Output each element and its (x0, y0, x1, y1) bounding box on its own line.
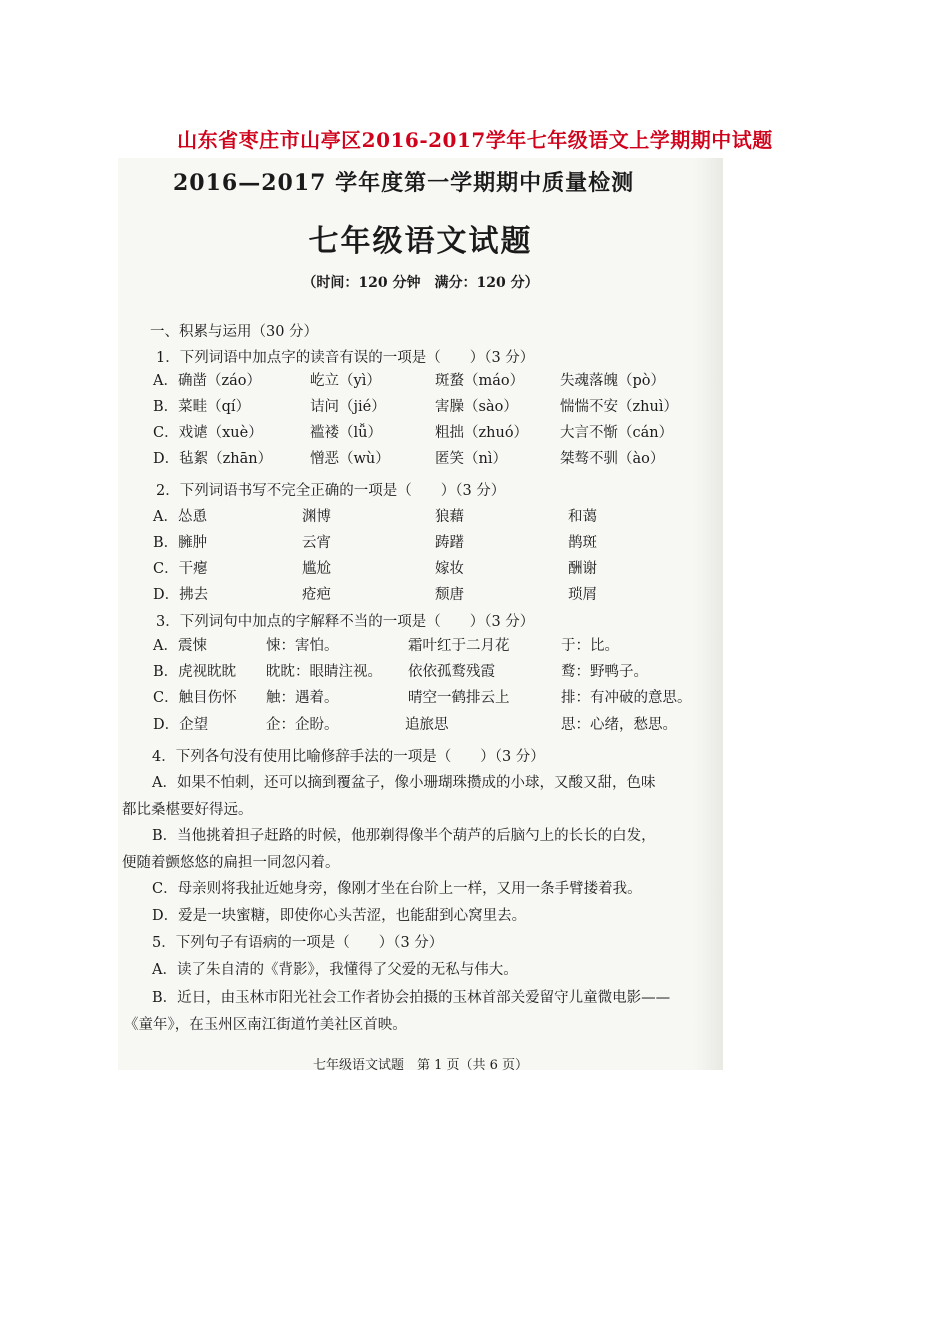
option-item: C．触目伤怀 (153, 690, 237, 706)
option-item: 踌躇 (435, 535, 464, 551)
option-item: C．干瘪 (153, 561, 208, 577)
section-heading: 一、积累与运用（30 分） (150, 324, 319, 340)
q4-option-a: A．如果不怕刺，还可以摘到覆盆子，像小珊瑚珠攒成的小球，又酸又甜，色味 (152, 775, 656, 791)
option-item: 思：心绪，愁思。 (561, 717, 677, 733)
option-item: 琐屑 (568, 587, 597, 603)
option-item: 尴尬 (302, 561, 331, 577)
option-item: 匿笑（nì） (435, 451, 507, 467)
option-item: 和蔼 (568, 509, 597, 525)
option-item: 触：遇着。 (266, 690, 339, 706)
option-item: 桀骜不驯（ào） (560, 451, 665, 467)
option-item: 狼藉 (435, 509, 464, 525)
q4-option-b: B．当他挑着担子赶路的时候，他那剃得像半个葫芦的后脑勺上的长长的白发， (152, 828, 656, 844)
exam-title: 七年级语文试题 (308, 224, 533, 259)
option-item: B．虎视眈眈 (153, 664, 237, 680)
option-item: 鹊斑 (568, 535, 597, 551)
option-item: 嫁妆 (435, 561, 464, 577)
q4-stem: 4．下列各句没有使用比喻修辞手法的一项是（ ）（3 分） (152, 749, 545, 765)
q5-option-a: A．读了朱自清的《背影》，我懂得了父爱的无私与伟大。 (152, 962, 518, 978)
q2-stem: 2．下列词语书写不完全正确的一项是（ ）（3 分） (156, 483, 506, 499)
option-item: 诘问（jié） (310, 399, 386, 415)
q4-option-d: D．爱是一块蜜糖，即使你心头苦涩，也能甜到心窝里去。 (152, 908, 527, 924)
option-item: 于：比。 (561, 638, 619, 654)
option-item: 鹜：野鸭子。 (561, 664, 648, 680)
option-item: 追旅思 (405, 717, 449, 733)
option-item: 颓唐 (435, 587, 464, 603)
option-item: 惴惴不安（zhuì） (560, 399, 678, 415)
option-item: B．臃肿 (153, 535, 208, 551)
option-item: 企：企盼。 (266, 717, 339, 733)
option-item: A．怂恿 (153, 509, 207, 525)
scan-shadow (693, 158, 723, 1070)
scanned-exam-page (118, 158, 723, 1073)
option-item: A．震悚 (153, 638, 207, 654)
q5-option-b-cont: 《童年》，在玉州区南江街道竹美社区首映。 (124, 1017, 407, 1033)
q1-stem: 1．下列词语中加点字的读音有误的一项是（ ）（3 分） (156, 350, 535, 366)
exam-header: 2016—2017 学年度第一学期期中质量检测 (173, 170, 635, 196)
q4-option-c: C．母亲则将我扯近她身旁，像刚才坐在台阶上一样，又用一条手臂搂着我。 (152, 881, 642, 897)
option-item: 渊博 (302, 509, 331, 525)
option-item: 悚：害怕。 (266, 638, 339, 654)
page-footer: 七年级语文试题 第 1 页（共 6 页） (312, 1058, 529, 1073)
option-item: 酬谢 (568, 561, 597, 577)
option-item: 斑蝥（máo） (435, 373, 525, 389)
option-item: 失魂落魄（pò） (560, 373, 666, 389)
option-item: 褴褛（lǚ） (310, 425, 382, 441)
option-item: B．菜畦（qí） (153, 399, 251, 415)
q5-option-b: B．近日，由玉林市阳光社会工作者协会拍摄的玉林首部关爱留守儿童微电影—— (152, 990, 671, 1006)
option-item: 排：有冲破的意思。 (561, 690, 692, 706)
option-item: D．企望 (153, 717, 209, 733)
option-item: 霜叶红于二月花 (408, 638, 510, 654)
option-item: A．确凿（záo） (153, 373, 261, 389)
option-item: C．戏谑（xuè） (153, 425, 263, 441)
option-item: 害臊（sào） (435, 399, 518, 415)
option-item: 憎恶（wù） (310, 451, 390, 467)
option-item: 依依孤鹜残霞 (408, 664, 495, 680)
option-item: 疮疤 (302, 587, 331, 603)
option-item: 云宵 (302, 535, 331, 551)
option-item: 粗拙（zhuó） (435, 425, 529, 441)
q4-option-a-cont: 都比桑椹要好得远。 (122, 802, 253, 818)
exam-meta: （时间：120 分钟 满分：120 分） (302, 275, 539, 291)
option-item: 屹立（yì） (310, 373, 381, 389)
option-item: 大言不惭（cán） (560, 425, 674, 441)
q4-option-b-cont: 便随着颤悠悠的扁担一同忽闪着。 (122, 855, 340, 871)
q5-stem: 5．下列句子有语病的一项是（ ）（3 分） (152, 935, 444, 951)
option-item: D．毡絮（zhān） (153, 451, 273, 467)
document-title: 山东省枣庄市山亭区2016-2017学年七年级语文上学期期中试题 (177, 128, 773, 152)
option-item: 晴空一鹤排云上 (408, 690, 510, 706)
option-item: D．拂去 (153, 587, 209, 603)
q3-stem: 3．下列词句中加点的字解释不当的一项是（ ）（3 分） (156, 614, 535, 630)
option-item: 眈眈：眼睛注视。 (266, 664, 382, 680)
